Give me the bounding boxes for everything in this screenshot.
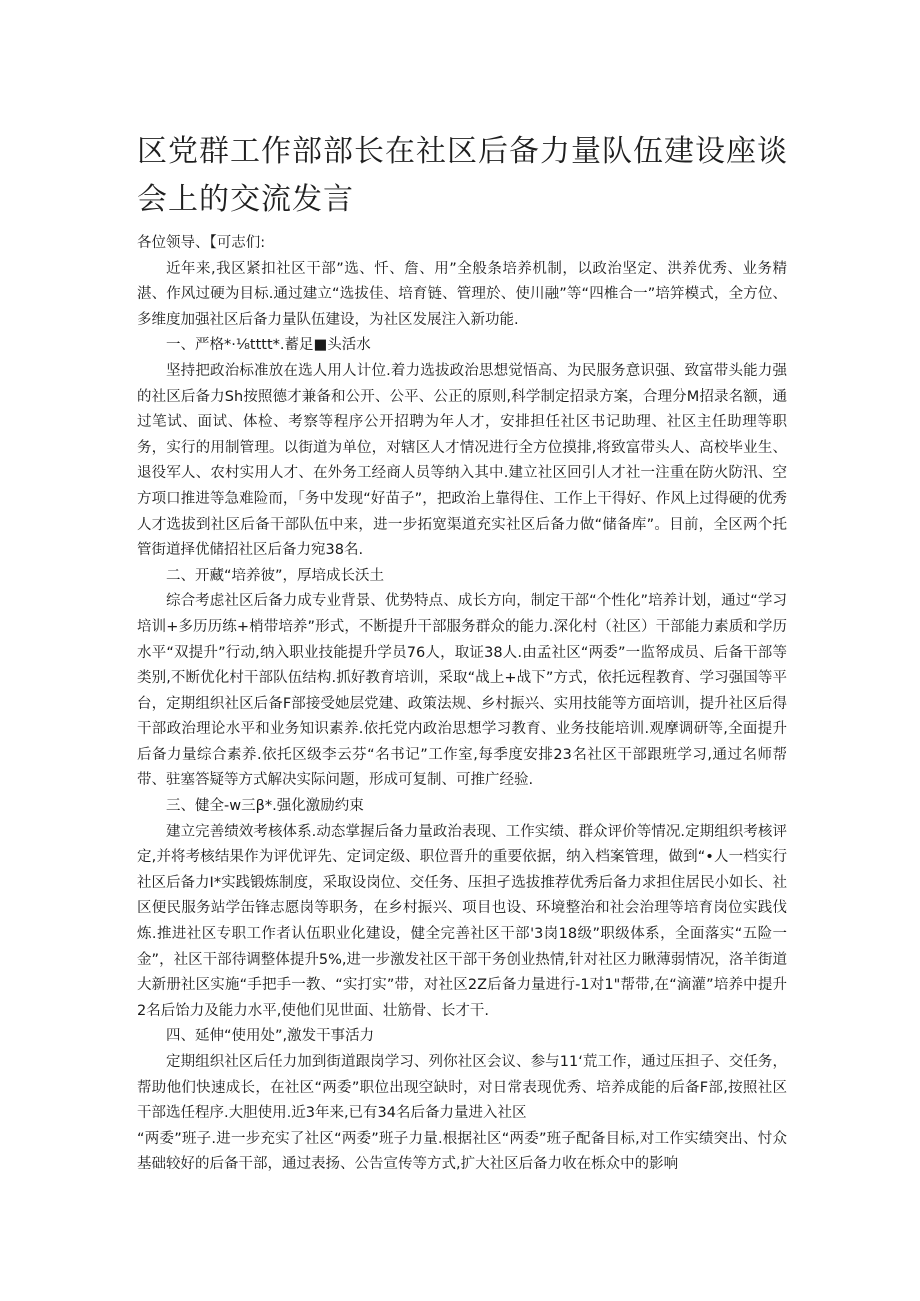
section-4-continuation: “两委”班子.进一步充实了社区“两委”班子力量.根据社区“两委”班子配备目标,对工作实绩突出、忖众基础较好的后备干部，通过表扬、公告宣传等方式,扩大社区后备力收在栎众中的影响 bbox=[137, 1130, 787, 1173]
section-3-paragraph: 建立完善绩效考核体系.动态掌握后备力量政治表现、工作实绩、群众评价等情况.定期组织考核评定,并将考核结果作为评优评先、定词定级、职位晋升的重要依据，纳入档案管理，做到“•人一档实行社区后备力I*实践锻炼制度，采取设岗位、交任务、压担孑选拔推荐优秀后备力求担住居民小如长、社区便民服务站学缶锋志愿岗等职务，在乡村振兴、项目也设、环境整治和社会治理等培育岗位实践伐炼.推进社区专职工作者认伍职业化建设，健全完善社区干部'3岗18级”职级体系，全面落实“五险一金”，社区干部待调整体提升5%,进一步激发社区干部干务创业热情,针对社区力瞅薄弱情况，洛羊街道大新册社区实施“手把手一教、“实打实”带，对社区2Z后备力量进行-1对1"帮带,在“滴灌”培养中提升2名后饴力及能力水平,使他们见世面、壮筋骨、长才干. bbox=[137, 823, 787, 1019]
section-1-paragraph: 坚持把政治标准放在选人用人计位.着力选拔政治思想觉悟高、为民服务意识强、致富带头能力强的社区后备力Sh按照德才兼备和公开、公平、公正的原则,科学制定招录方案，合理分M招录名额，通过笔试、面试、体检、考察等程序公开招聘为年人才，安排担任社区书记助理、社区主任助理等职务，实行的用制管理。以街道为单位，对辖区人才情况进行全方位摸排,将致富带头人、高校毕业生、退役军人、农村实用人才、在外务工经商人员等纳入其中.建立社区回引人才社一注重在防火防汛、空方项口推进等急难险而，「务中发现“好苗子”，把政治上靠得住、工作上干得好、作风上过得硬的优秀人才选拔到社区后备干部队伍中来，进一步拓宽渠道充实社区后备力做“储备库”。目前，全区两个托管街道择优储招社区后备力宛38名. bbox=[137, 362, 787, 559]
document-body bbox=[137, 231, 787, 1178]
section-2-paragraph: 综合考虑社区后备力成专业背景、优势特点、成长方向，制定干部“个性化”培养计划，通过“学习培训+多历历练+梢带培养”形式，不断提升干部服务群众的能力.深化村（社区）干部能力素质和学历水平“双提升”行动,纳入职业技能提升学员76人，取证38人.由孟社区“两委”一监帑成员、后备干部等类别,不断优化村干部队伍结构.抓好教育培训，采取“战上+战下”方式，依托远程教育、学习强国等平台，定期组织社区后备F部接受她层党建、政策法规、乡村振兴、实用技能等方面培训，提升社区后得干部政治理论水平和业务知识素养.依托党内政治思想学习教育、业务技能培训.观摩调研等,全面提升后备力量综合素养.依托区级李云芬“名书记”工作室,每季度安排23名社区干部跟班学习,通过名师帮带、驻塞答疑等方式解决实际问题，形成可复制、可推广经验. bbox=[137, 593, 787, 789]
section-heading-4: 四、延伸“使用处”,激发干事活力 bbox=[166, 1028, 375, 1045]
section-heading-2: 二、开藏“培养彼”，厚培成长沃土 bbox=[166, 567, 385, 584]
document-title: 区党群工作部部长在社区后备力量队伍建设座谈会上的交流发言 bbox=[137, 134, 788, 217]
intro-paragraph: 近年来,我区紧扣社区干部”选、忏、詹、用”全般条培养机制，以政治坚定、洪养优秀、业务精湛、作风过硬为目标.通过建立“选拔佳、培育链、管理於、使川融”等“四椎合一”培笄模式，全方位、多维度加强社区后备力量队伍建设，为社区发展注入新功能. bbox=[137, 260, 787, 328]
section-heading-1: 一、严格*·⅛tttt*.蓄足■头活水 bbox=[166, 337, 371, 354]
section-4-paragraph: 定期组织社区后任力加到街道跟岗学习、列你社区会议、参与11‘荒工作，通过压担子、交任务，帮助他们快速成长，在社区“两委”职位出现空缺时，对日常表现优秀、培养成能的后备F部,按照社区干部选任程序.大胆使用.近3年来,已有34名后备力量进入社区 bbox=[137, 1054, 787, 1122]
salutation: 各位领导、【可志们: bbox=[137, 235, 266, 251]
section-heading-3: 三、健全-w三β*.强化激励约束 bbox=[166, 798, 364, 815]
